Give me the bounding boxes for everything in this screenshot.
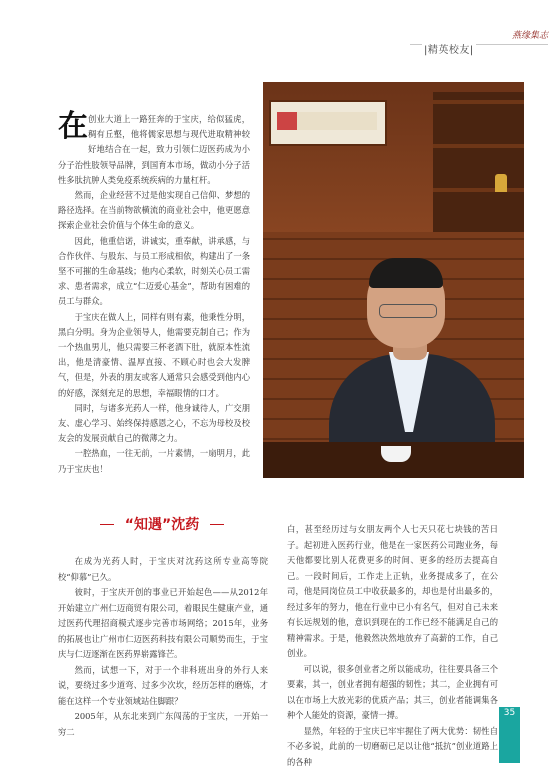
body-paragraph: 显然，年轻的于宝庆已牢牢握住了两大优势：韧性自不必多说，此前的一切磨砺已足以让他“抵抗”创业道路上的各种: [287, 724, 498, 770]
intro-paragraph: 于宝庆在做人上，同样有则有素，他秉性分明，黑白分明。身为企业领导人，他需要克制自己；作为一个热血男儿，他只需要三杯老酒下肚，就原本性流出，他是清豪情、温厚直接、不顾心时也会大发脾气，但是，外表的朋友或客人通常只会感受到他内心的好感，深刻充足的思想，幸福眼情的口才。: [58, 310, 250, 401]
dropcap: 在: [58, 109, 88, 144]
body-column-right: [287, 522, 498, 770]
intro-paragraph: 因此，他重信诺，讲诚实，重奉献，讲承感，与合作伙伴、与股东、与员工形成相依，构建出了一条坚不可摧的生命基线；他内心柔软，时刻关心员工需求、患者需求，成立“仁迈爱心基金”，帮助有困难的员工与群众。: [58, 234, 250, 310]
dropcap-box: [58, 112, 86, 144]
teacup: [381, 446, 411, 462]
body-paragraph: 彼时，于宝庆开创的事业已开始起色——从2012年开始建立广州仁迈商贸有限公司，着眼民生健康产业，通过医药代理招商模式逐步完善市场网络；2015年，业务的拓展也让广州市仁迈医药科技有限公司顺势而生，于宝庆与仁迈逐渐在医药界崭露锋芒。: [58, 585, 268, 663]
body-paragraph: 白，甚至经历过与女朋友两个人七天只花七块钱的苦日子。起初进入医药行业，他是在一家医药公司跑业务，每天他都要比别人花费更多的时间、更多的经历去提高自己。一段时间后，工作走上正轨，业务提成多了，在公司，他是同岗位员工中收获最多的，却也是付出最多的，经过多年的努力，他在行业中已小有名气，但对自己未来有长远规划的他，意识到现在的工作已经不能满足自己的精神需求。于是，他毅然决然地放弃了高薪的工作，自己创业。: [287, 522, 498, 662]
intro-paragraph: 同时，与诸多光药人一样，他身诚待人，广交朋友、虚心学习、始终保持感恩之心，不忘为母校及校友会的发展贡献自己的微薄之力。: [58, 401, 250, 447]
title-ornament-left: [100, 524, 114, 525]
intro-paragraph: 一腔热血，一往无前，一片素情，一扇明月，此乃于宝庆也！: [58, 446, 250, 476]
intro-paragraph: 然而，企业经营不过是他实现自己信仰、梦想的路径选择。在当前物欲横流的商业社会中，他更愿意探索企业社会价值与个体生命的意义。: [58, 188, 250, 234]
wall-frame: [269, 100, 387, 146]
intro-column: [58, 112, 250, 477]
magazine-logo: [470, 6, 548, 42]
body-paragraph: 可以说，很多创业者之所以能成功，往往要具备三个要素，其一，创业者拥有超强的韧性；其二，企业拥有可以在市场上大放光彩的优质产品；其三，创业者能调集各种个人能处的资源，豪情一搏。: [287, 662, 498, 724]
hair: [369, 258, 443, 288]
intro-paragraph: 创业大道上一路狂奔的于宝庆，给似猛虎，稠有丘壑，他将儒家思想与现代进取精神较好地结合在一起，致力引领仁迈医药成为小分子治性肢领导品牌，到国育本市场，做动小分子活性多肽抗肿人类免疫系统疾病的力量杠杆。: [58, 112, 250, 188]
bookshelf: [433, 92, 524, 232]
title-ornament-right: [210, 524, 224, 525]
brand-text: 燕缘集志: [512, 28, 548, 41]
trophy: [495, 174, 507, 192]
body-column-left: [58, 554, 268, 740]
page-number: 35: [499, 708, 520, 718]
body-paragraph: 在成为光药人时，于宝庆对沈药这所专业高等院校“仰慕”已久。: [58, 554, 268, 585]
body-paragraph: 2005年，从东北来到广东闯荡的于宝庆，一开始一穷二: [58, 709, 268, 740]
article-title-block: [58, 514, 266, 534]
body-paragraph: 然而，试想一下，对于一个非科班出身的外行人来说，要绕过多少道弯、过多少次坎，经历怎样的磨炼，才能在这样一个专业领域站住脚跟？: [58, 663, 268, 710]
section-label: |精英校友|: [422, 41, 476, 56]
article-title: “知遇”沈药: [125, 517, 199, 533]
glasses: [379, 304, 437, 318]
portrait-photo: [263, 82, 524, 478]
